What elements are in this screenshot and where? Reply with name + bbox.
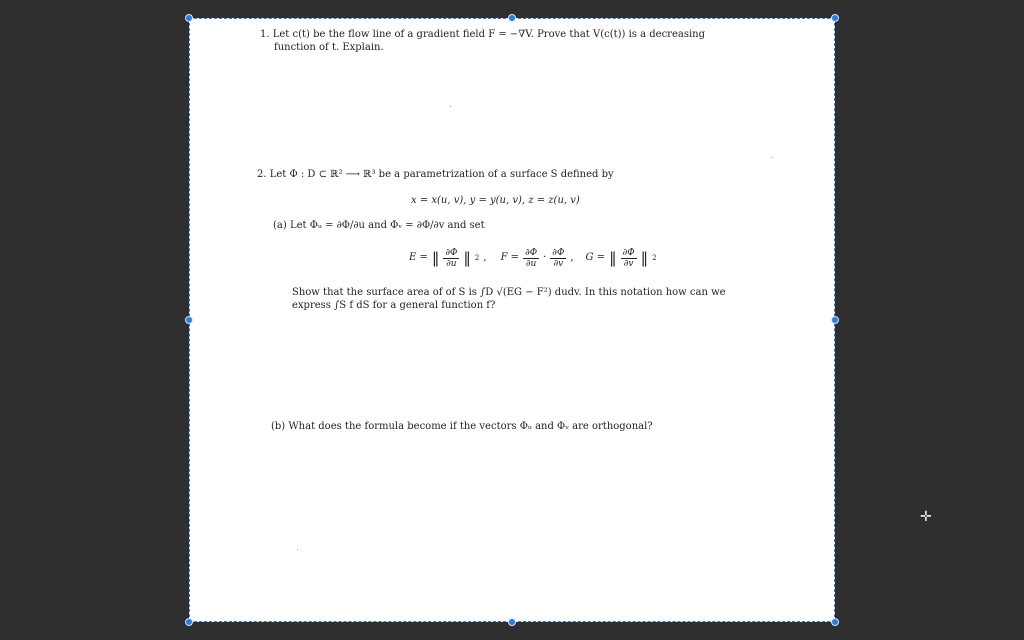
- E-lhs: E =: [409, 252, 428, 263]
- F-fraction-2: [550, 248, 566, 269]
- q2b-line: [271, 421, 653, 433]
- F-comma: ,: [570, 252, 574, 263]
- resize-handle-top-center[interactable]: [508, 14, 516, 22]
- q2-parametrization-equation: x = x(u, v), y = y(u, v), z = z(u, v): [411, 195, 580, 206]
- F-lhs: F =: [500, 252, 520, 263]
- E-fraction-den: ∂u: [446, 258, 457, 269]
- resize-handle-bottom-right[interactable]: [831, 618, 839, 626]
- resize-handle-middle-left[interactable]: [185, 316, 193, 324]
- move-cursor-icon: ✛: [920, 509, 932, 525]
- q1-text-line2: function of t. Explain.: [274, 42, 384, 53]
- q1-line1: [260, 29, 705, 41]
- G-lhs: G =: [585, 252, 606, 263]
- F-fraction-2-den: ∂v: [553, 258, 564, 269]
- E-square: 2: [474, 254, 480, 262]
- page-speck: [297, 549, 298, 550]
- q2-number: 2.: [257, 169, 267, 180]
- q1-number: 1.: [260, 29, 270, 40]
- resize-handle-top-left[interactable]: [185, 14, 193, 22]
- resize-handle-middle-right[interactable]: [831, 316, 839, 324]
- resize-handle-bottom-center[interactable]: [508, 618, 516, 626]
- q2a-efg-definitions: [409, 244, 657, 272]
- q2a-show-line2: express ∫S f dS for a general function f?: [292, 300, 496, 311]
- q2a-text-line1: Let Φᵤ = ∂Φ/∂u and Φᵥ = ∂Φ/∂v and set: [289, 220, 485, 231]
- resize-handle-bottom-left[interactable]: [185, 618, 193, 626]
- q2a-show-line1: Show that the surface area of of S is ∫D √(EG − F²) dudv. In this notation how can we: [292, 287, 726, 298]
- page-speck: [450, 106, 451, 107]
- E-comma: ,: [483, 252, 487, 263]
- G-fraction-num: ∂Φ: [622, 247, 635, 258]
- F-fraction-1: [523, 248, 539, 269]
- q2b-text: What does the formula become if the vectors Φᵤ and Φᵥ are orthogonal?: [288, 421, 653, 432]
- E-norm-close: ‖: [463, 249, 471, 267]
- G-fraction: [621, 248, 637, 269]
- G-fraction-den: ∂v: [623, 258, 634, 269]
- E-norm-open: ‖: [431, 249, 440, 267]
- E-fraction: [443, 248, 459, 269]
- E-fraction-num: ∂Φ: [445, 247, 458, 258]
- q2-text-line1: Let Φ : D ⊂ ℝ² ⟶ ℝ³ be a parametrization of a surface S defined by: [269, 169, 614, 180]
- F-fraction-1-num: ∂Φ: [525, 247, 538, 258]
- q2b-label: (b): [271, 421, 286, 432]
- F-dot: ·: [543, 252, 547, 263]
- q2a-line1: [273, 220, 485, 232]
- q2-line1: [257, 169, 614, 181]
- q2a-label: (a): [273, 220, 287, 231]
- G-norm-open: ‖: [609, 249, 617, 267]
- resize-handle-top-right[interactable]: [831, 14, 839, 22]
- q1-text-line1: Let c(t) be the flow line of a gradient field F = −∇V. Prove that V(c(t)) is a decreasing: [272, 29, 705, 40]
- F-fraction-1-den: ∂u: [525, 258, 537, 269]
- F-fraction-2-num: ∂Φ: [552, 247, 565, 258]
- G-square: 2: [652, 254, 657, 262]
- G-norm-close: ‖: [640, 249, 649, 267]
- document-canvas[interactable]: [189, 18, 835, 622]
- page-speck: [772, 157, 773, 158]
